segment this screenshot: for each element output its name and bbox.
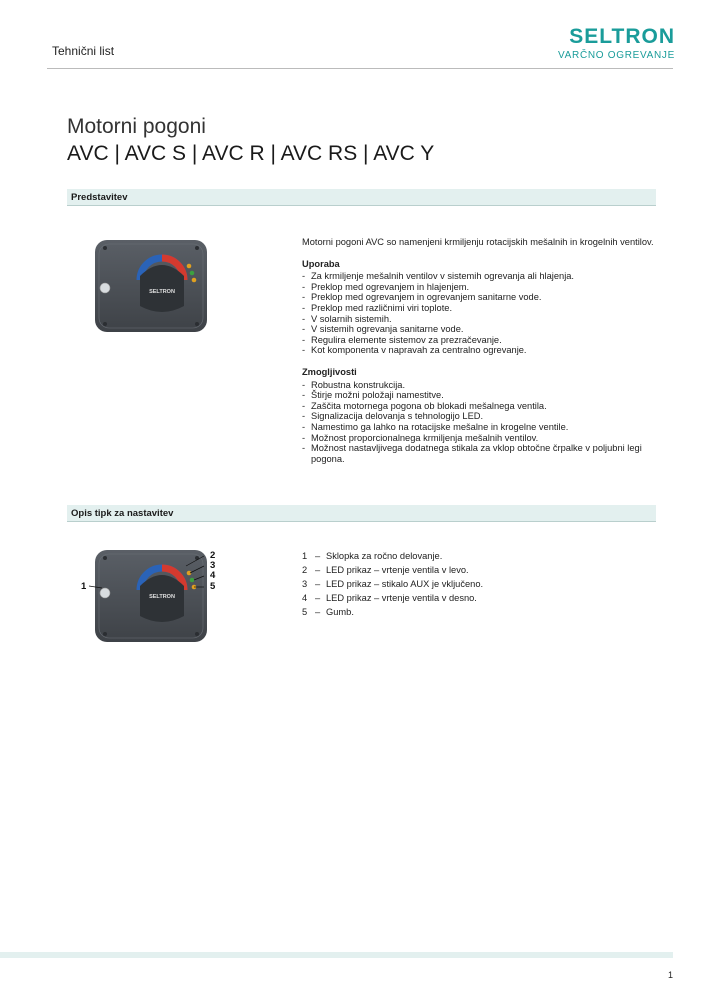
- list-item: - Namestimo ga lahko na rotacijske mešalne in krogelne ventile.: [302, 422, 657, 433]
- list-item: - Signalizacija delovanja s tehnologijo LED.: [302, 411, 657, 422]
- actuator-label: SELTRON: [149, 289, 175, 295]
- item-number: 1: [302, 551, 308, 561]
- item-text: Sklopka za ročno delovanje.: [326, 551, 443, 561]
- callout-5: 5: [210, 581, 216, 592]
- list-item: - Regulira elemente sistemov za prezračevanje.: [302, 335, 657, 346]
- description-row: 1 – Sklopka za ročno delovanje.: [302, 551, 443, 561]
- button-descriptions: [302, 549, 657, 619]
- header-divider: [47, 68, 673, 69]
- list-item: - Štirje možni položaji namestitve.: [302, 390, 657, 401]
- page-title: Motorni pogoni: [67, 115, 206, 138]
- list-item: - Preklop med ogrevanjem in hlajenjem.: [302, 282, 657, 293]
- section-heading-predstavitev: Predstavitev: [67, 189, 656, 206]
- description-row: 2 – LED prikaz – vrtenje ventila v levo.: [302, 565, 469, 575]
- callout-3: 3: [210, 560, 216, 571]
- item-text: Gumb.: [326, 607, 354, 617]
- section-heading-opis-tipk: Opis tipk za nastavitev: [67, 505, 656, 522]
- item-text: LED prikaz – stikalo AUX je vključeno.: [326, 579, 484, 589]
- list-item: - Robustna konstrukcija.: [302, 380, 657, 391]
- uporaba-heading: Uporaba: [302, 258, 340, 269]
- section1-text: [302, 237, 657, 464]
- callout-4: 4: [210, 570, 216, 581]
- item-number: 2: [302, 565, 308, 575]
- item-number: 3: [302, 579, 308, 589]
- item-text: LED prikaz – vrtenje ventila v desno.: [326, 593, 477, 603]
- page-number: 1: [668, 970, 674, 980]
- list-item: - Zaščita motornega pogona ob blokadi mešalnega ventila.: [302, 401, 657, 412]
- list-item: - Za krmiljenje mešalnih ventilov v sistemih ogrevanja ali hlajenja.: [302, 271, 657, 282]
- brand-logo: [531, 26, 675, 61]
- callout-2: 2: [210, 550, 216, 561]
- description-row: 4 – LED prikaz – vrtenje ventila v desno.: [302, 593, 477, 603]
- brand-tagline: VARČNO OGREVANJE: [558, 50, 675, 61]
- list-item: - Možnost proporcionalnega krmiljenja mešalnih ventilov.: [302, 433, 657, 444]
- document-type: Tehnični list: [52, 44, 115, 58]
- list-item: - V solarnih sistemih.: [302, 314, 657, 325]
- item-text: LED prikaz – vrtenje ventila v levo.: [326, 565, 469, 575]
- description-row: 3 – LED prikaz – stikalo AUX je vključeno.: [302, 579, 484, 589]
- uporaba-list: [302, 271, 657, 356]
- actuator-label: SELTRON: [149, 594, 175, 600]
- footer-bar: [0, 952, 673, 958]
- zmogljivosti-heading: Zmogljivosti: [302, 366, 357, 377]
- actuator-image: [90, 236, 212, 336]
- callout-1: 1: [81, 581, 87, 592]
- list-item: - Možnost nastavljivega dodatnega stikala za vklop obtočne črpalke v poljubni legi pogona.: [302, 443, 657, 464]
- description-row: 5 – Gumb.: [302, 607, 354, 617]
- zmogljivosti-list: [302, 380, 657, 465]
- callout-lines: [80, 546, 220, 646]
- item-number: 4: [302, 593, 308, 603]
- list-item: - V sistemih ogrevanja sanitarne vode.: [302, 324, 657, 335]
- brand-name: SELTRON: [569, 25, 675, 48]
- intro-paragraph: Motorni pogoni AVC so namenjeni krmiljenju rotacijskih mešalnih in krogelnih ventilov.: [302, 237, 654, 247]
- page-subtitle: AVC | AVC S | AVC R | AVC RS | AVC Y: [67, 142, 435, 165]
- list-item: - Kot komponenta v napravah za centralno ogrevanje.: [302, 345, 657, 356]
- list-item: - Preklop med različnimi viri toplote.: [302, 303, 657, 314]
- list-item: - Preklop med ogrevanjem in ogrevanjem sanitarne vode.: [302, 292, 657, 303]
- item-number: 5: [302, 607, 308, 617]
